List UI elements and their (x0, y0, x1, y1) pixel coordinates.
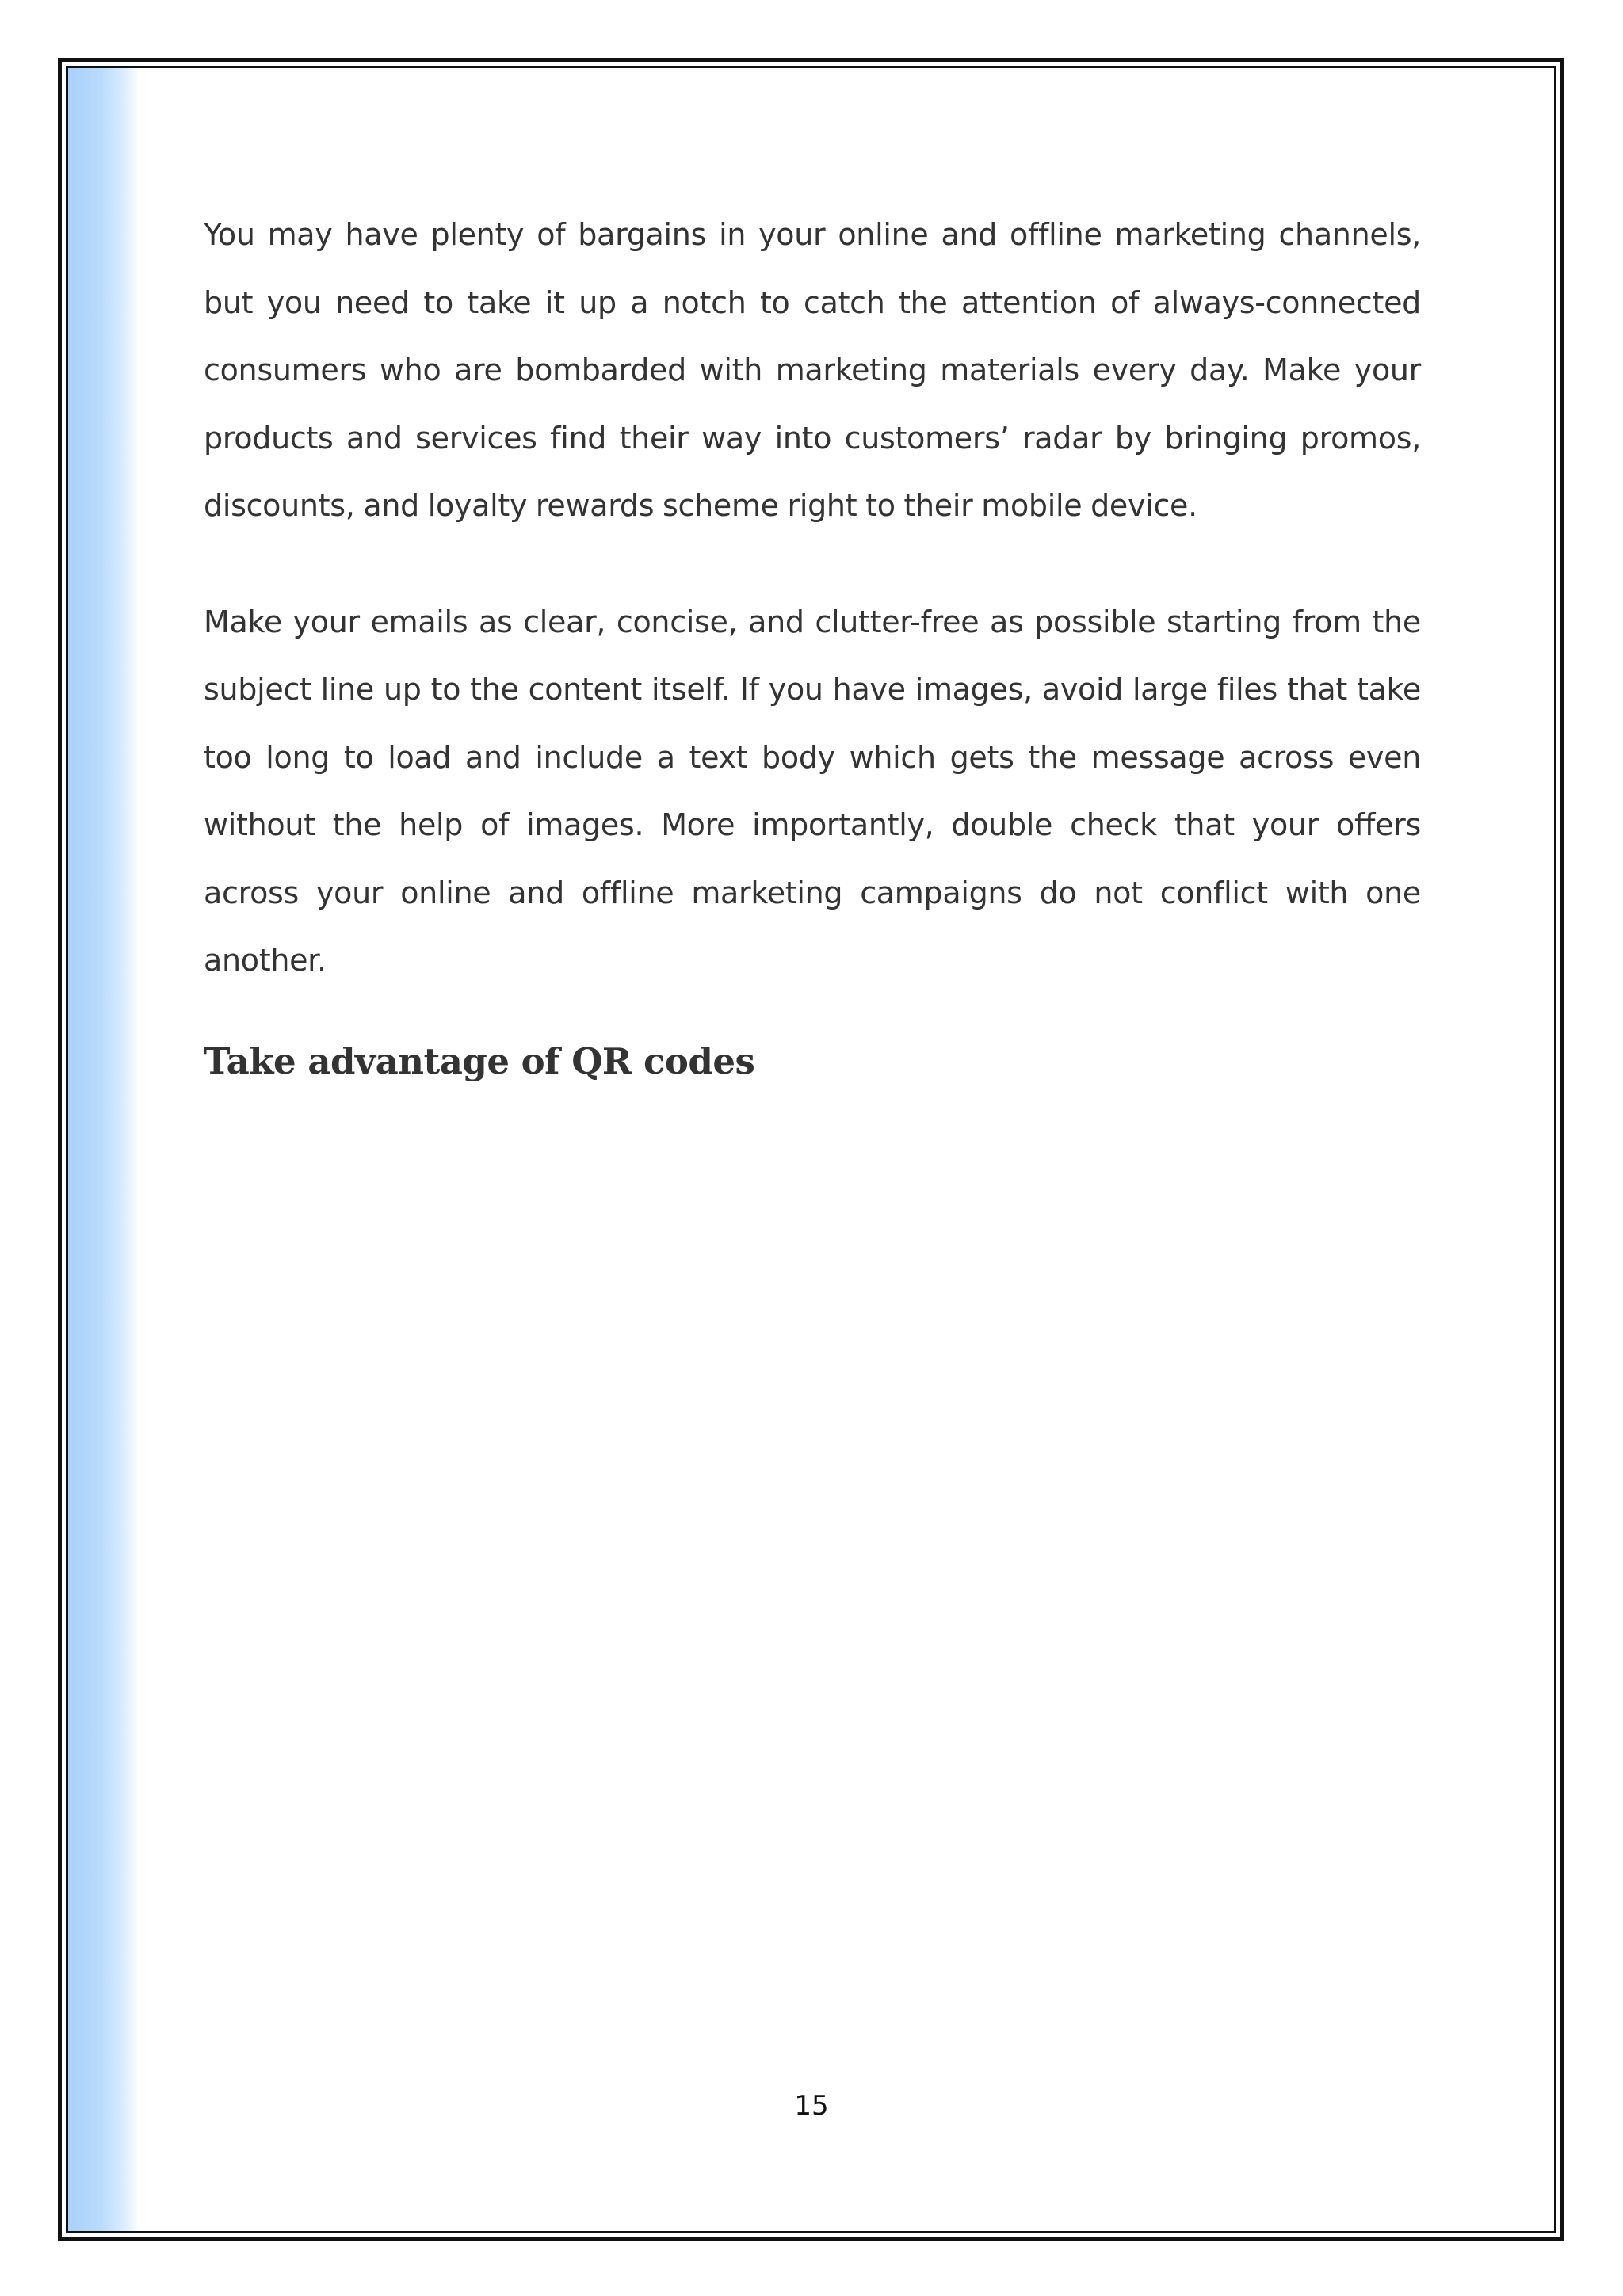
section-heading: Take advantage of QR codes (204, 1039, 755, 1082)
page-number: 15 (794, 2090, 829, 2122)
body-paragraph-2: Make your emails as clear, concise, and clutter-free as possible starting from the subject line up to the content itself. If you have images, avoid large files that take too long to load and include a text body which gets the message across even without the help of images. More importantly, double check that your offers across your online and offline marketing campaigns do not conflict with one another. (204, 604, 1421, 978)
body-paragraph-1: You may have plenty of bargains in your online and offline marketing channels, but you need to take it up a notch to catch the attention of always-connected consumers who are bombarded with marketing materials every day. Make your products and services find their way into customers’ radar by bringing promos, discounts, and loyalty rewards scheme right to their mobile device. (204, 217, 1421, 523)
page-content (204, 201, 1421, 1082)
